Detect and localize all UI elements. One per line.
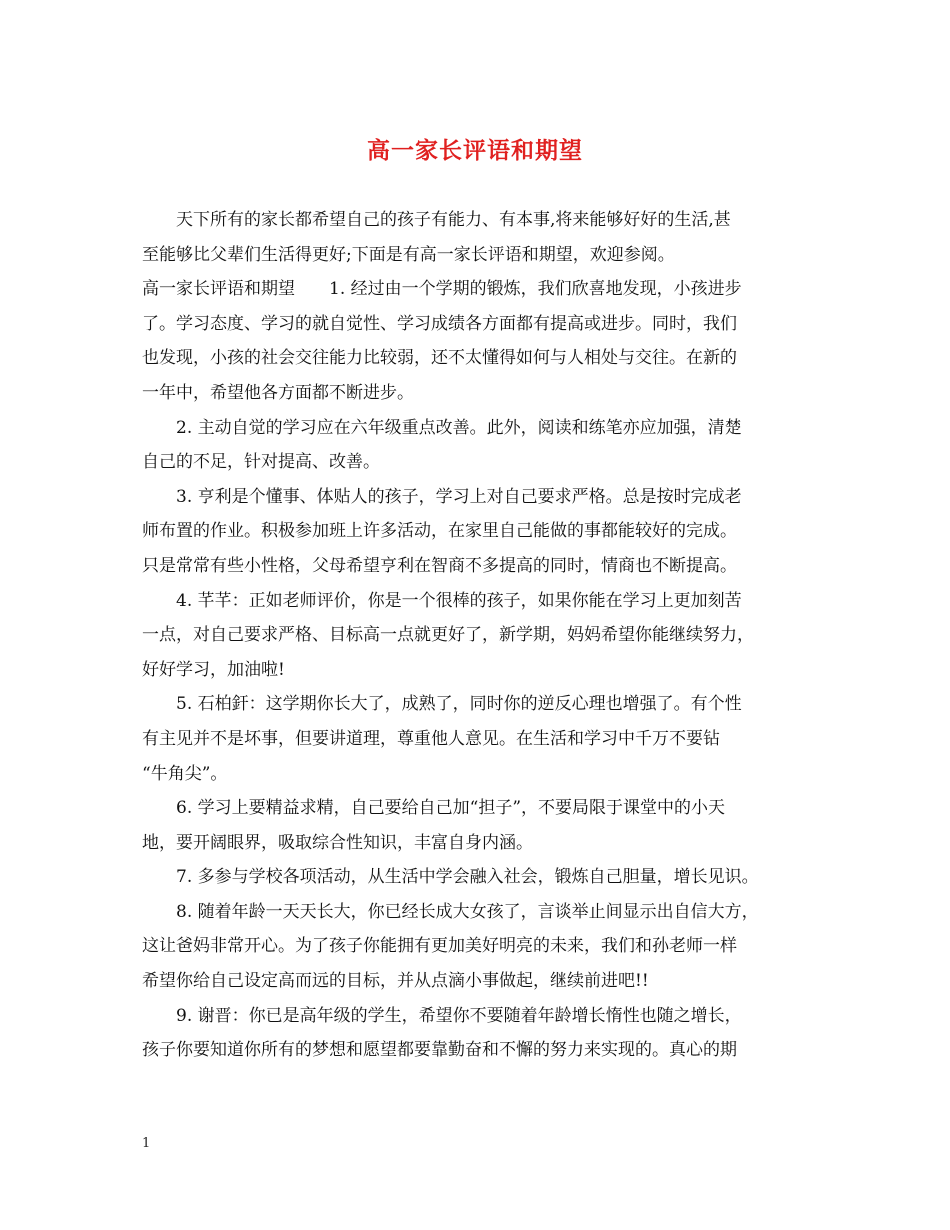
text-line: 6. 学习上要精益求精，自己要给自己加“担子”，不要局限于课堂中的小天 — [142, 798, 726, 819]
text-line: 自己的不足，针对提高、改善。 — [142, 452, 380, 473]
text-line: 至能够比父辈们生活得更好;下面是有高一家长评语和期望，欢迎参阅。 — [142, 244, 675, 265]
document-body — [142, 203, 812, 1068]
text-line: 一年中，希望他各方面都不断进步。 — [142, 382, 414, 403]
text-line: 希望你给自己设定高而远的目标，并从点滴小事做起，继续前进吧!! — [142, 971, 649, 992]
text-line: 3. 亨利是个懂事、体贴人的孩子，学习上对自己要求严格。总是按时完成老 — [142, 486, 742, 507]
text-line: 好好学习，加油啦! — [142, 659, 285, 680]
text-line: 4. 芊芊：正如老师评价，你是一个很棒的孩子，如果你能在学习上更加刻苦 — [142, 590, 742, 611]
text-line: 地，要开阔眼界，吸取综合性知识，丰富自身内涵。 — [142, 832, 533, 853]
text-line: 师布置的作业。积极参加班上许多活动，在家里自己能做的事都能较好的完成。 — [142, 521, 737, 542]
document-title: 高一家长评语和期望 — [367, 137, 583, 164]
text-line: 高一家长评语和期望 1. 经过由一个学期的锻炼，我们欣喜地发现，小孩进步 — [142, 279, 742, 300]
text-line: 7. 多参与学校各项活动，从生活中学会融入社会，锻炼自己胆量，增长见识。 — [142, 867, 759, 888]
text-line: 9. 谢晋：你已是高年级的学生，希望你不要随着年龄增长惰性也随之增长， — [142, 1005, 742, 1026]
text-line: 这让爸妈非常开心。为了孩子你能拥有更加美好明亮的未来，我们和孙老师一样 — [142, 936, 737, 957]
text-line: 也发现，小孩的社会交往能力比较弱，还不太懂得如何与人相处与交往。在新的 — [142, 348, 737, 369]
page-number: 1 — [142, 1136, 151, 1151]
text-line: 2. 主动自觉的学习应在六年级重点改善。此外，阅读和练笔亦应加强，清楚 — [142, 417, 742, 438]
text-line: 天下所有的家长都希望自己的孩子有能力、有本事,将来能够好好的生活,甚 — [142, 210, 731, 230]
text-line: 有主见并不是坏事，但要讲道理，尊重他人意见。在生活和学习中千万不要钻 — [142, 728, 720, 749]
text-line: 了。学习态度、学习的就自觉性、学习成绩各方面都有提高或进步。同时，我们 — [142, 313, 737, 334]
text-line: 8. 随着年龄一天天长大，你已经长成大女孩了，言谈举止间显示出自信大方， — [142, 901, 759, 922]
text-line: 只是常常有些小性格，父母希望亨利在智商不多提高的同时，情商也不断提高。 — [142, 555, 737, 576]
text-line: 一点，对自己要求严格、目标高一点就更好了，新学期，妈妈希望你能继续努力， — [142, 625, 754, 646]
text-line: “牛角尖”。 — [142, 763, 228, 784]
text-line: 5. 石柏釬：这学期你长大了，成熟了，同时你的逆反心理也增强了。有个性 — [142, 694, 742, 715]
text-line: 孩子你要知道你所有的梦想和愿望都要靠勤奋和不懈的努力来实现的。真心的期 — [142, 1040, 737, 1061]
